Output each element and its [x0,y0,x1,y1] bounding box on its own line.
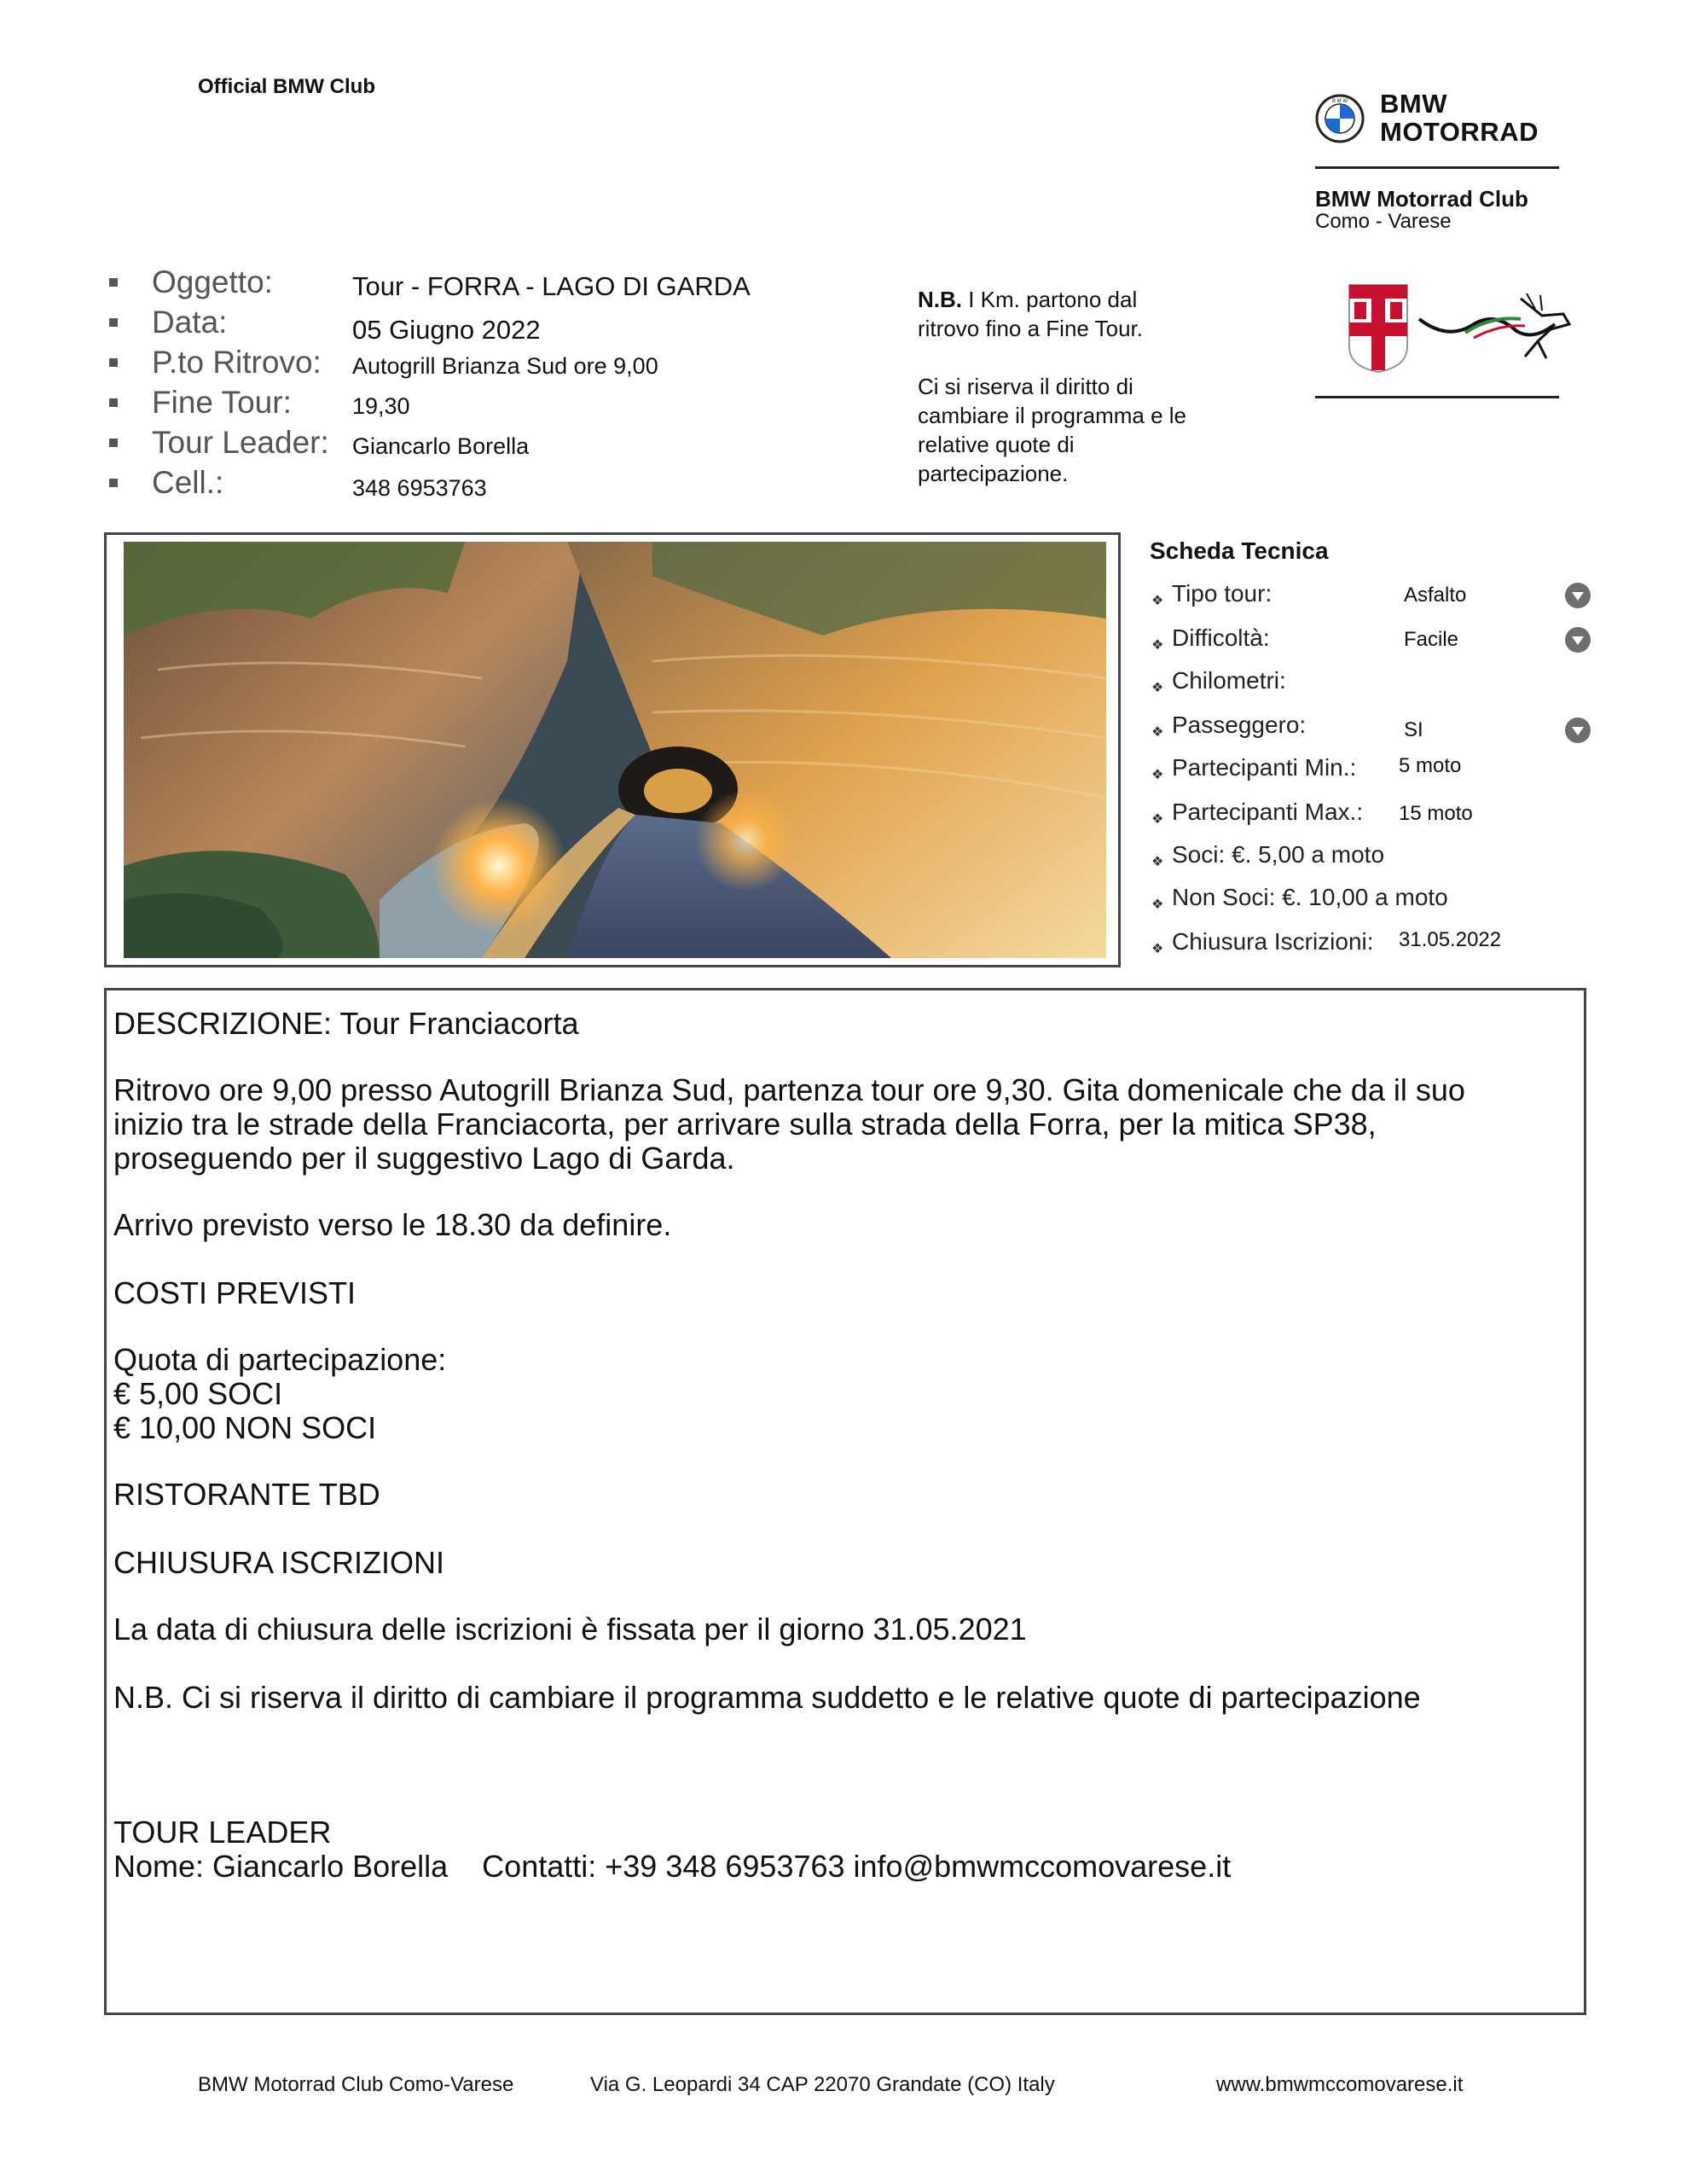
costs-heading: COSTI PREVISTI [113,1275,357,1310]
chilometri-label: Chilometri: [1172,667,1286,694]
info-row-cell [109,465,860,505]
description-paragraph-line: Ritrovo ore 9,00 presso Autogrill Brianza Sud, partenza tour ore 9,30. Gita domenicale che da il suo [113,1072,1465,1107]
restaurant-text: RISTORANTE TBD [113,1477,380,1512]
diamond-bullet-icon: ❖ [1151,594,1164,608]
tour-info-list [109,264,860,505]
brand-line-2: MOTORRAD [1380,117,1539,147]
partecipanti-max-label: Partecipanti Max.: [1172,799,1364,825]
reserve-line-1: Ci si riserva il diritto di [918,374,1133,399]
diamond-bullet-icon: ❖ [1151,897,1164,912]
tour-leader-heading: TOUR LEADER [113,1815,332,1850]
closing-date-text: La data di chiusura delle iscrizioni è fissata per il giorno 31.05.2021 [113,1612,1027,1647]
tour-photo-frame [104,532,1121,967]
brand-line-1: BMW [1380,89,1447,119]
quota-soci: € 5,00 SOCI [113,1376,283,1411]
club-name: BMW Motorrad Club [1315,186,1528,212]
square-bullet-icon [109,479,118,487]
scheda-row-difficolta [1151,624,1595,659]
diamond-bullet-icon: ❖ [1151,942,1164,956]
quota-label: Quota di partecipazione: [113,1342,447,1377]
square-bullet-icon [109,439,118,447]
footer-club-name: BMW Motorrad Club Como-Varese [198,2073,514,2096]
scheda-row-chiusura [1151,928,1595,962]
tipo-tour-label: Tipo tour: [1172,580,1272,607]
scheda-row-soci [1151,841,1595,875]
km-notice [918,285,1276,488]
data-value: 05 Giugno 2022 [352,315,541,345]
nb-line-1-text: I Km. partono dal [962,287,1138,312]
diamond-bullet-icon: ❖ [1151,725,1164,740]
partecipanti-max-value: 15 moto [1399,802,1473,825]
square-bullet-icon [109,358,118,367]
footer-address: Via G. Leopardi 34 CAP 22070 Grandate (CO) Italy [590,2073,1055,2096]
square-bullet-icon [109,278,118,287]
chevron-down-circle-icon[interactable] [1564,717,1591,744]
description-heading: DESCRIZIONE: Tour Franciacorta [113,1006,579,1041]
forra-gorge-photo [124,542,1106,958]
reserve-line-3: relative quote di [918,432,1075,457]
club-city: Como - Varese [1315,210,1452,233]
square-bullet-icon [109,398,118,407]
ritrovo-label: P.to Ritrovo: [152,345,322,380]
oggetto-label: Oggetto: [152,264,273,299]
data-label: Data: [152,305,228,340]
passeggero-label: Passeggero: [1172,712,1307,738]
difficolta-label: Difficoltà: [1172,624,1270,651]
reserve-line-4: partecipazione. [918,461,1069,486]
svg-text:B M W: B M W [1332,99,1348,104]
fine-tour-label: Fine Tour: [152,385,292,420]
non-soci-price: Non Soci: €. 10,00 a moto [1172,884,1448,910]
quota-non-soci: € 10,00 NON SOCI [113,1410,377,1445]
chevron-down-circle-icon[interactable] [1564,626,1591,653]
diamond-bullet-icon: ❖ [1151,812,1164,827]
tour-leader-label: Tour Leader: [152,425,329,460]
fine-tour-value: 19,30 [352,393,410,419]
diamond-bullet-icon: ❖ [1151,855,1164,869]
description-paragraph-line: inizio tra le strade della Franciacorta, per arrivare sulla strada della Forra, per la mitica SP38, [113,1107,1377,1141]
diamond-bullet-icon: ❖ [1151,768,1164,782]
footer-website-link[interactable]: www.bmwmccomovarese.it [1216,2073,1464,2096]
nb-bold-label: N.B. [918,287,962,312]
info-row-data [109,305,860,345]
scheda-row-partecipanti-min [1151,754,1595,788]
scheda-tecnica-title: Scheda Tecnica [1150,537,1329,564]
partecipanti-min-value: 5 moto [1399,754,1462,777]
nb-line-2: ritrovo fino a Fine Tour. [918,316,1143,341]
chiusura-iscrizioni-label: Chiusura Iscrizioni: [1172,928,1374,955]
diamond-bullet-icon: ❖ [1151,638,1164,653]
square-bullet-icon [109,318,118,327]
oggetto-value: Tour - FORRA - LAGO DI GARDA [352,271,751,301]
scheda-row-partecipanti-max [1151,799,1595,833]
info-row-fine-tour [109,385,860,425]
info-row-ritrovo [109,345,860,385]
diamond-bullet-icon: ❖ [1151,681,1164,695]
official-club-label: Official BMW Club [198,75,375,98]
cell-label: Cell.: [152,465,224,500]
crest-divider [1315,396,1559,398]
partecipanti-min-label: Partecipanti Min.: [1172,754,1357,781]
description-box [104,988,1586,2015]
chiusura-iscrizioni-value: 31.05.2022 [1399,928,1502,951]
info-row-tour-leader [109,425,860,465]
chevron-down-circle-icon[interactable] [1564,582,1591,609]
ritrovo-value: Autogrill Brianza Sud ore 9,00 [352,353,658,379]
header-divider [1315,166,1559,169]
scheda-row-non-soci [1151,884,1595,918]
info-row-oggetto [109,264,860,305]
bmw-motorrad-logo [1315,90,1562,149]
tipo-tour-value: Asfalto [1404,584,1467,607]
closing-heading: CHIUSURA ISCRIZIONI [113,1545,445,1580]
nb-line-1 [918,285,1276,314]
tour-leader-value: Giancarlo Borella [352,433,530,459]
description-paragraph-line: proseguendo per il suggestivo Lago di Garda. [113,1141,735,1176]
brand-wordmark [1380,90,1539,146]
arrival-text: Arrivo previsto verso le 18.30 da definire. [113,1207,672,1242]
difficolta-value: Facile [1404,628,1459,651]
scheda-row-chilometri [1151,667,1595,701]
scheda-row-passeggero [1151,712,1595,746]
scheda-row-tipo-tour [1151,580,1595,614]
passeggero-value: SI [1404,718,1423,741]
club-crest-logo [1346,282,1576,375]
bmw-roundel-icon [1315,94,1365,143]
soci-price: Soci: €. 5,00 a moto [1172,841,1385,868]
reserve-rights-text: N.B. Ci si riserva il diritto di cambiare il programma suddetto e le relative quote di partecipazione [113,1680,1421,1715]
tour-leader-contact: Nome: Giancarlo Borella Contatti: +39 348 6953763 info@bmwmccomovarese.it [113,1849,1232,1884]
cell-value: 348 6953763 [352,475,487,501]
reserve-line-2: cambiare il programma e le [918,403,1187,428]
